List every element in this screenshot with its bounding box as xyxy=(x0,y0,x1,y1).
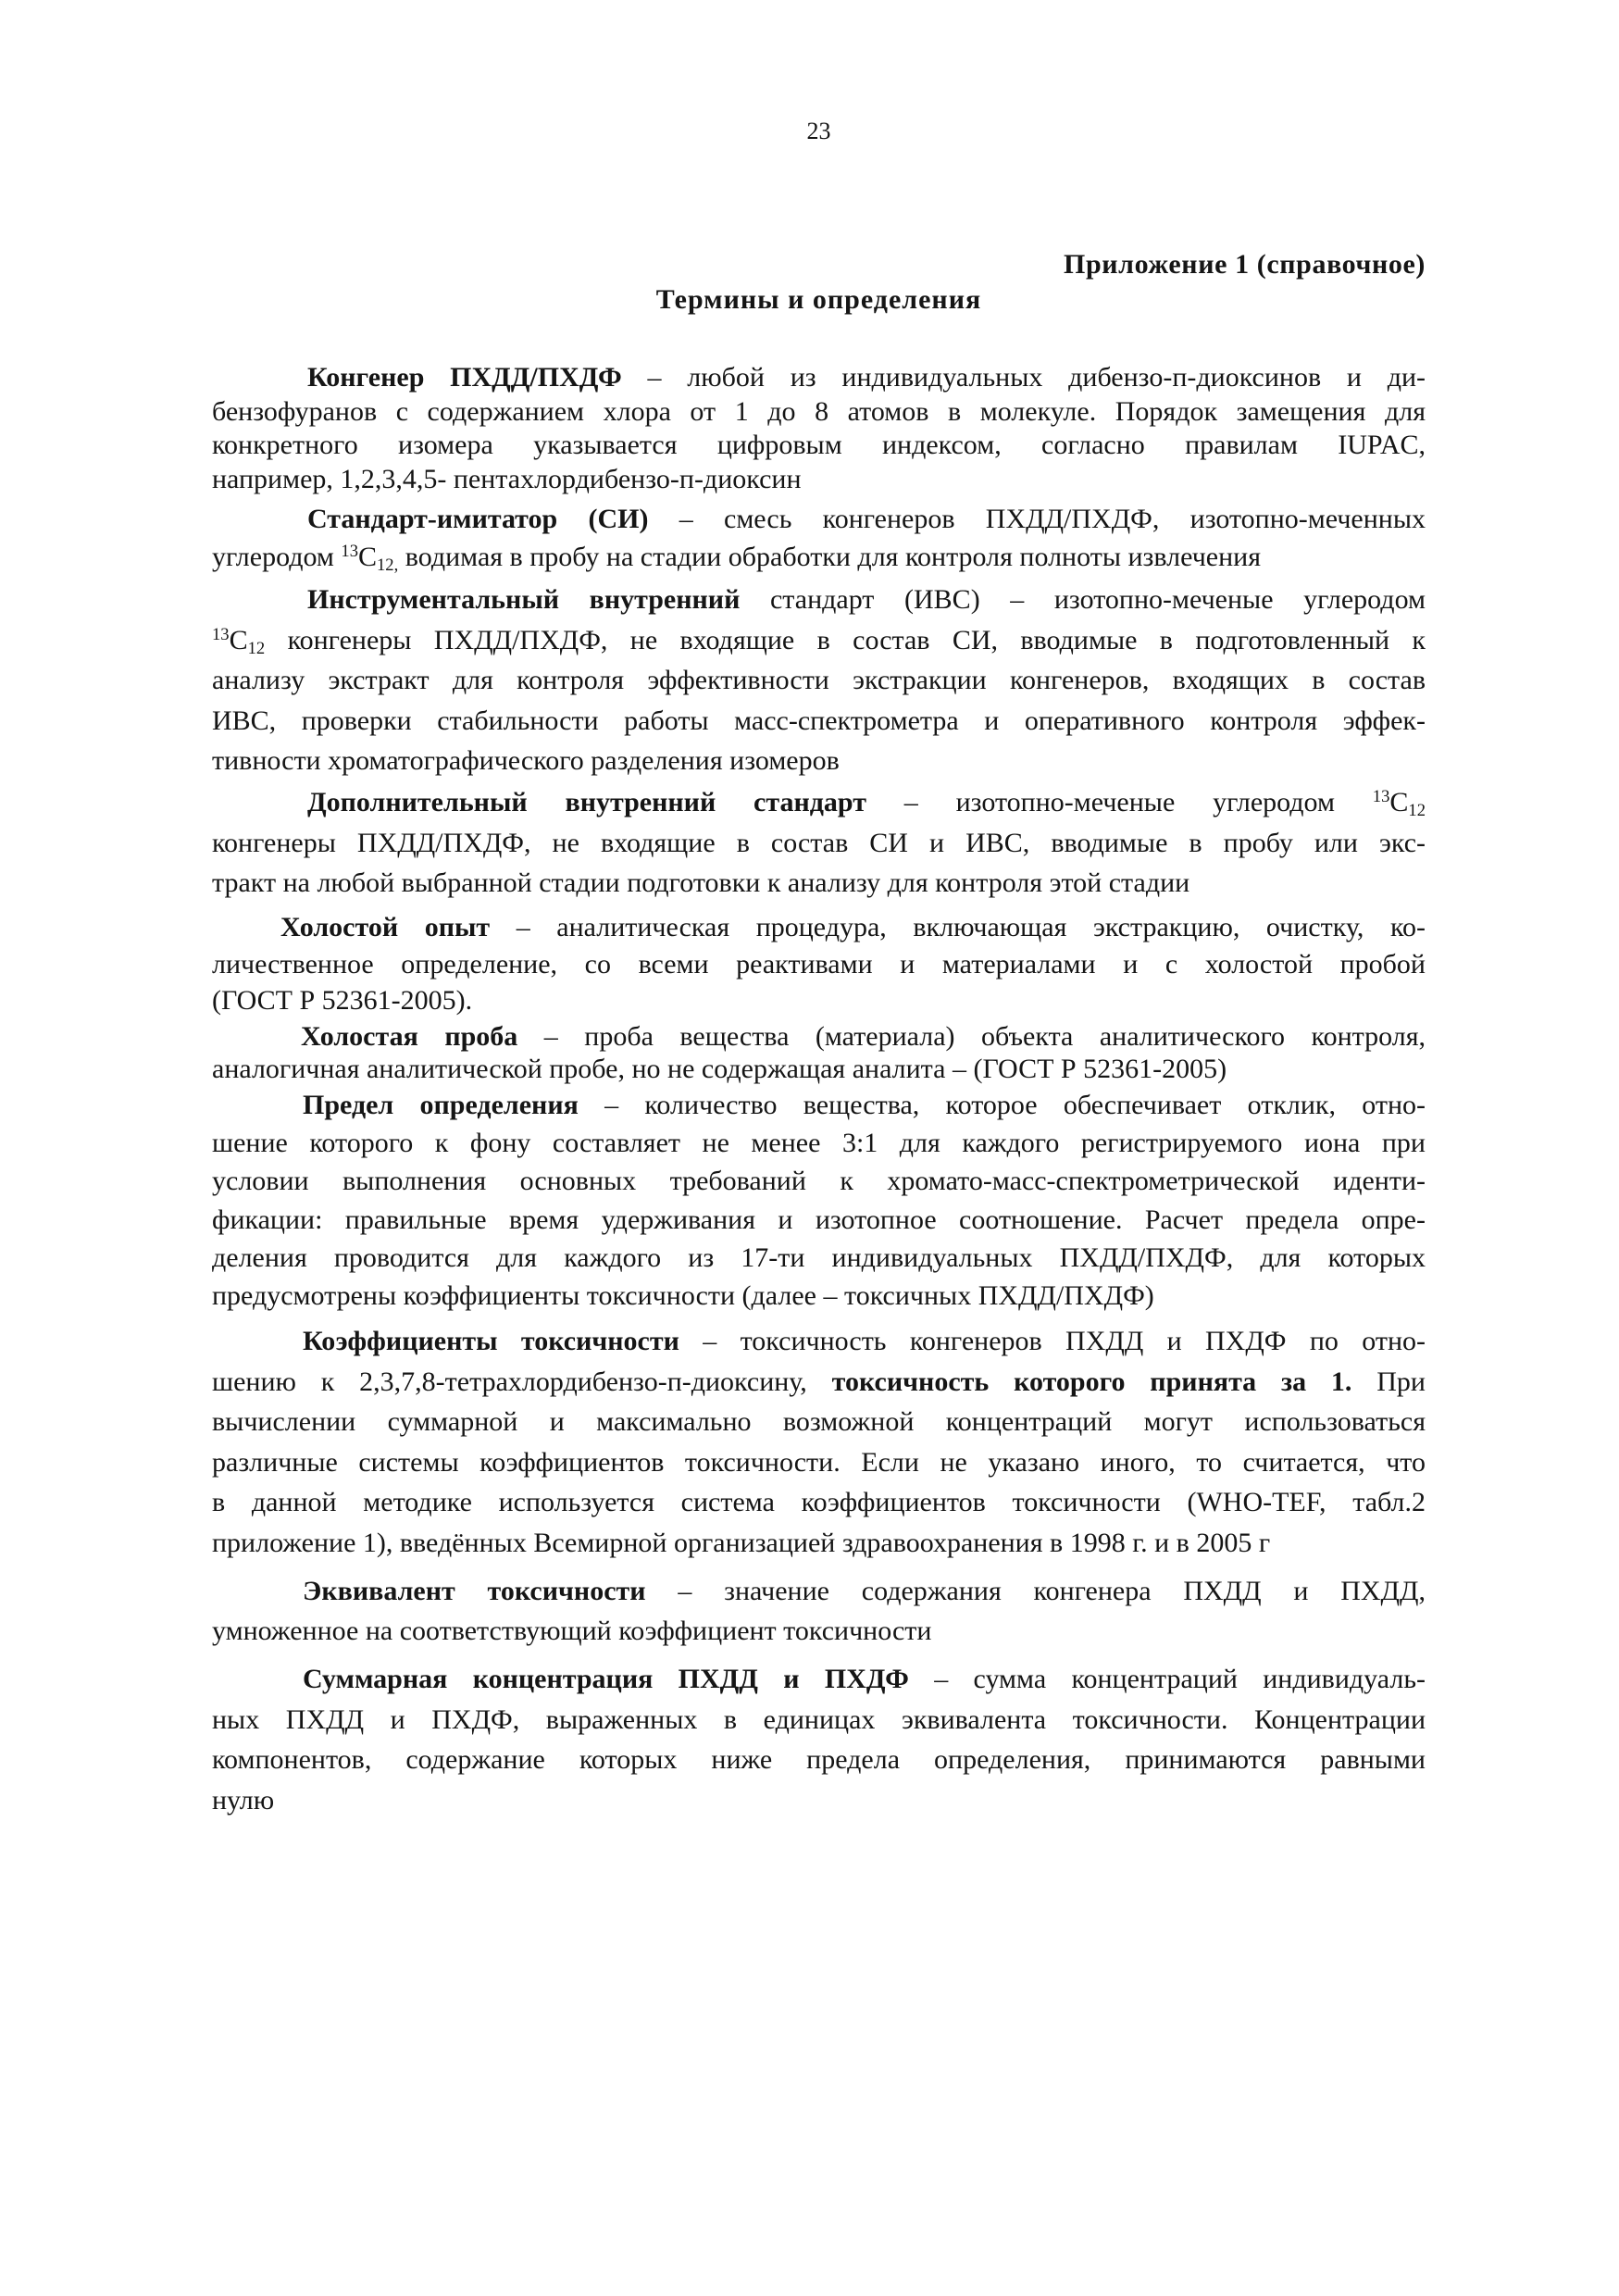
definition-total-concentration xyxy=(212,1659,1426,1821)
term-heading: Предел определения xyxy=(303,1090,579,1120)
definition-congener xyxy=(212,361,1426,496)
text-run: различные системы коэффициентов токсичности. Если не указано иного, то считается, что xyxy=(212,1446,1426,1478)
term-heading: Эквивалент токсичности xyxy=(303,1576,646,1606)
text-run: конкретного изомера указывается цифровым индексом, согласно правилам IUPAC, xyxy=(212,430,1426,460)
text-run: шение которого к фону составляет не менее 3:1 для каждого регистрируемого иона при xyxy=(212,1128,1426,1159)
text-line xyxy=(212,1020,1426,1053)
text-line xyxy=(212,1442,1426,1483)
text-line xyxy=(212,1086,1426,1124)
text-line xyxy=(212,863,1426,904)
section-title: Термины и определения xyxy=(655,284,982,315)
term-heading: Стандарт-имитатор (СИ) xyxy=(307,504,649,534)
text-line xyxy=(212,1124,1426,1162)
text-run: приложение 1), введённых Всемирной организацией здравоохранения в 1998 г. и в 2005 г xyxy=(212,1527,1271,1558)
definition-blank-sample xyxy=(212,1020,1426,1085)
text-run: условии выполнения основных требований к хромато-масс-спектрометрической иденти- xyxy=(212,1166,1426,1197)
atom-count-subscript: 12 xyxy=(247,638,266,658)
text-line xyxy=(212,1402,1426,1442)
text-line xyxy=(212,1201,1426,1239)
appendix-label: Приложение 1 (справочное) xyxy=(1064,249,1426,280)
text-line xyxy=(212,500,1426,538)
text-run: шению к 2,3,7,8-тетрахлордибензо-п-диоксину, xyxy=(212,1366,832,1397)
text-run: углеродом xyxy=(212,542,342,572)
text-run: деления проводится для каждого из 17-ти индивидуальных ПХДД/ПХДФ, для которых xyxy=(212,1242,1426,1273)
text-line xyxy=(212,982,1426,1019)
term-heading: токсичность которого принята за 1. xyxy=(831,1366,1352,1397)
isotope-superscript: 13 xyxy=(1372,787,1390,807)
definition-surrogate-standard xyxy=(212,500,1426,576)
page-number: 23 xyxy=(806,118,831,144)
definition-toxicity-factors xyxy=(212,1321,1426,1564)
atom-count-subscript: 12 xyxy=(1408,801,1426,821)
text-run: тивности хроматографического разделения изомеров xyxy=(212,745,840,776)
definition-blank-experiment xyxy=(212,909,1426,1019)
text-run: ных ПХДД и ПХДФ, выраженных в единицах эквивалента токсичности. Концентрации xyxy=(212,1703,1426,1735)
text-run: – любой из индивидуальных дибензо-п-диоксинов и ди- xyxy=(621,362,1426,393)
definition-limit-of-quantification xyxy=(212,1086,1426,1315)
text-run: водимая в пробу на стадии обработки для контроля полноты извлечения xyxy=(398,542,1262,572)
text-line xyxy=(212,620,1426,661)
term-heading: Холостой опыт xyxy=(280,912,491,942)
text-run: – количество вещества, которое обеспечивает отклик, отно- xyxy=(578,1090,1426,1120)
text-line xyxy=(212,823,1426,864)
text-line xyxy=(212,1571,1426,1611)
text-line xyxy=(212,1523,1426,1564)
isotope-superscript: 13 xyxy=(341,542,358,562)
definition-toxic-equivalent xyxy=(212,1571,1426,1651)
text-run: вычислении суммарной и максимально возможной концентраций могут использоваться xyxy=(212,1406,1426,1438)
text-run: тракт на любой выбранной стадии подготовки к анализу для контроля этой стадии xyxy=(212,867,1190,898)
term-heading: Инструментальный внутренний xyxy=(307,584,741,615)
text-run: – сумма концентраций индивидуаль- xyxy=(908,1664,1426,1694)
text-line xyxy=(212,429,1426,463)
text-line xyxy=(212,1780,1426,1821)
text-line xyxy=(212,1611,1426,1651)
text-line xyxy=(212,1659,1426,1700)
text-run: – значение содержания конгенера ПХДД и ПХДД, xyxy=(645,1576,1426,1606)
definition-instrumental-internal-standard xyxy=(212,580,1426,781)
text-run: нулю xyxy=(212,1785,275,1816)
text-line xyxy=(212,1482,1426,1523)
text-run: предусмотрены коэффициенты токсичности (далее – токсичных ПХДД/ПХДФ) xyxy=(212,1280,1154,1312)
text-run: конгенеры ПХДД/ПХДФ, не входящие в состав СИ, вводимые в подготовленный к xyxy=(265,624,1426,655)
term-heading: Коэффициенты токсичности xyxy=(303,1326,679,1356)
text-line xyxy=(212,538,1426,576)
text-run: в данной методике используется система коэффициентов токсичности (WHO-TEF, табл.2 xyxy=(212,1487,1426,1518)
text-run: C xyxy=(229,624,248,655)
text-run: компонентов, содержание которых ниже предела определения, принимаются равными xyxy=(212,1744,1426,1776)
text-run: конгенеры ПХДД/ПХДФ, не входящие в состав СИ и ИВС, вводимые в пробу или экс- xyxy=(212,827,1426,858)
text-line xyxy=(212,1700,1426,1741)
text-line xyxy=(212,361,1426,395)
text-line xyxy=(212,782,1426,823)
text-run: – изотопно-меченые углеродом xyxy=(866,787,1373,817)
term-heading: Дополнительный внутренний стандарт xyxy=(307,787,866,817)
text-run: При xyxy=(1351,1366,1426,1397)
text-run: ИВС, проверки стабильности работы масс-спектрометра и оперативного контроля эффек- xyxy=(212,705,1426,736)
text-run: анализу экстракт для контроля эффективности экстракции конгенеров, входящих в состав xyxy=(212,665,1426,695)
isotope-superscript: 13 xyxy=(212,624,230,644)
text-line xyxy=(212,1321,1426,1362)
text-line xyxy=(212,701,1426,742)
text-line xyxy=(212,1740,1426,1780)
text-line xyxy=(212,1362,1426,1403)
text-run: – токсичность конгенеров ПХДД и ПХДФ по отно- xyxy=(679,1326,1426,1356)
text-line xyxy=(212,1239,1426,1277)
text-run: – смесь конгенеров ПХДД/ПХДФ, изотопно-меченных xyxy=(648,504,1426,534)
text-line xyxy=(212,946,1426,983)
text-line xyxy=(212,660,1426,701)
text-line xyxy=(212,1277,1426,1315)
text-run: C xyxy=(357,542,377,572)
definition-additional-internal-standard xyxy=(212,782,1426,904)
term-heading: Конгенер ПХДД/ПХДФ xyxy=(307,362,622,393)
text-run: стандарт (ИВС) – изотопно-меченые углеродом xyxy=(740,584,1426,615)
text-line xyxy=(212,1162,1426,1200)
term-heading: Холостая проба xyxy=(301,1021,518,1052)
text-line xyxy=(212,1053,1426,1085)
text-line xyxy=(212,741,1426,781)
term-heading: Суммарная концентрация ПХДД и ПХДФ xyxy=(303,1664,909,1694)
text-run: умноженное на соответствующий коэффициент токсичности xyxy=(212,1616,932,1646)
text-run: бензофуранов с содержанием хлора от 1 до 8 атомов в молекуле. Порядок замещения для xyxy=(212,395,1426,427)
text-run: личественное определение, со всеми реактивами и материалами и с холостой пробой xyxy=(212,948,1426,980)
text-run: – аналитическая процедура, включающая экстракцию, очистку, ко- xyxy=(490,912,1426,942)
text-line xyxy=(212,580,1426,620)
text-line xyxy=(212,463,1426,497)
text-run: фикации: правильные время удерживания и изотопное соотношение. Расчет предела опре- xyxy=(212,1204,1426,1235)
text-line xyxy=(212,909,1426,946)
text-line xyxy=(212,395,1426,430)
text-run: аналогичная аналитической пробе, но не содержащая аналита – (ГОСТ Р 52361-2005) xyxy=(212,1054,1227,1084)
text-run: например, 1,2,3,4,5- пентахлордибензо-п-диоксин xyxy=(212,463,802,494)
atom-count-subscript: 12, xyxy=(377,555,399,576)
text-run: – проба вещества (материала) объекта аналитического контроля, xyxy=(517,1021,1426,1052)
text-run: C xyxy=(1389,787,1409,817)
text-run: (ГОСТ Р 52361-2005). xyxy=(212,985,473,1016)
